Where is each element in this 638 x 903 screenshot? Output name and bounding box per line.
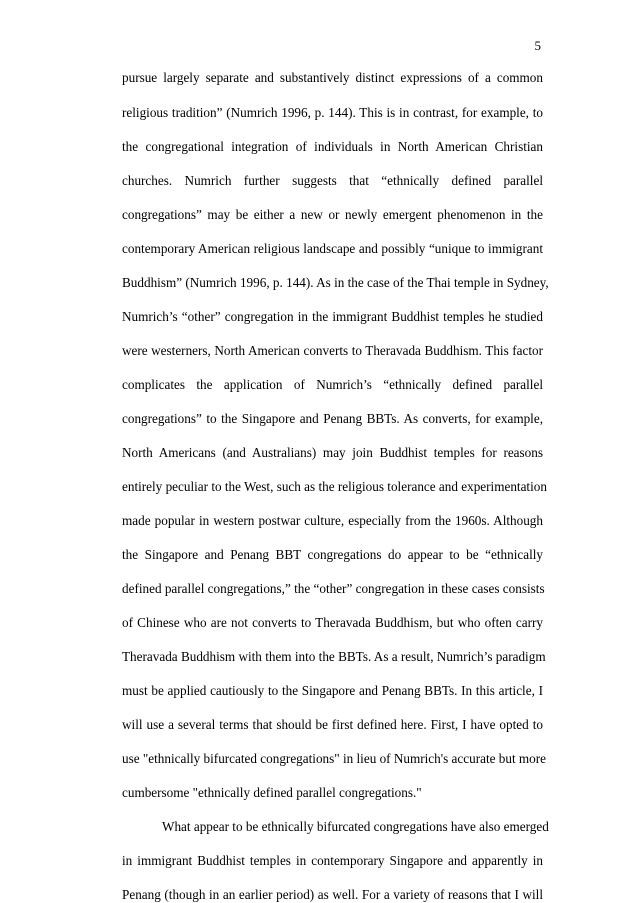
text-line: Penang (though in an earlier period) as well. For a variety of reasons that I will [122,887,543,902]
page-number: 5 [534,38,541,53]
text-line: the Singapore and Penang BBT congregations do appear to be “ethnically [122,547,543,562]
text-line: cumbersome "ethnically defined parallel congregations." [122,785,422,800]
text-line: Theravada Buddhism with them into the BBTs. As a result, Numrich’s paradigm [122,649,546,664]
text-line: of Chinese who are not converts to Theravada Buddhism, but who often carry [122,615,543,630]
text-line: religious tradition” (Numrich 1996, p. 144). This is in contrast, for example, to [122,105,543,120]
text-line: made popular in western postwar culture, especially from the 1960s. Although [122,513,543,528]
text-line: North Americans (and Australians) may join Buddhist temples for reasons [122,445,543,460]
text-line: contemporary American religious landscape and possibly “unique to immigrant [122,241,543,256]
text-line: churches. Numrich further suggests that “ethnically defined parallel [122,173,543,188]
text-line: complicates the application of Numrich’s “ethnically defined parallel [122,377,543,392]
text-line: Numrich’s “other” congregation in the immigrant Buddhist temples he studied [122,309,543,324]
text-line: must be applied cautiously to the Singapore and Penang BBTs. In this article, I [122,683,543,698]
text-line: use "ethnically bifurcated congregations" in lieu of Numrich's accurate but more [122,751,547,766]
text-line: will use a several terms that should be first defined here. First, I have opted to [122,717,543,732]
text-line: in immigrant Buddhist temples in contemporary Singapore and apparently in [122,853,543,868]
text-line: were westerners, North American converts to Theravada Buddhism. This factor [122,343,543,358]
text-line: defined parallel congregations,” the “other” congregation in these cases consists [122,581,545,596]
text-line: entirely peculiar to the West, such as the religious tolerance and experimentation [122,479,547,494]
text-line: the congregational integration of individuals in North American Christian [122,139,543,154]
text-line: What appear to be ethnically bifurcated congregations have also emerged [162,819,549,834]
text-line: Buddhism” (Numrich 1996, p. 144). As in the case of the Thai temple in Sydney, [122,275,549,290]
text-line: congregations” may be either a new or newly emergent phenomenon in the [122,207,543,222]
text-line: congregations” to the Singapore and Penang BBTs. As converts, for example, [122,411,543,426]
text-line: pursue largely separate and substantively distinct expressions of a common [122,70,543,85]
